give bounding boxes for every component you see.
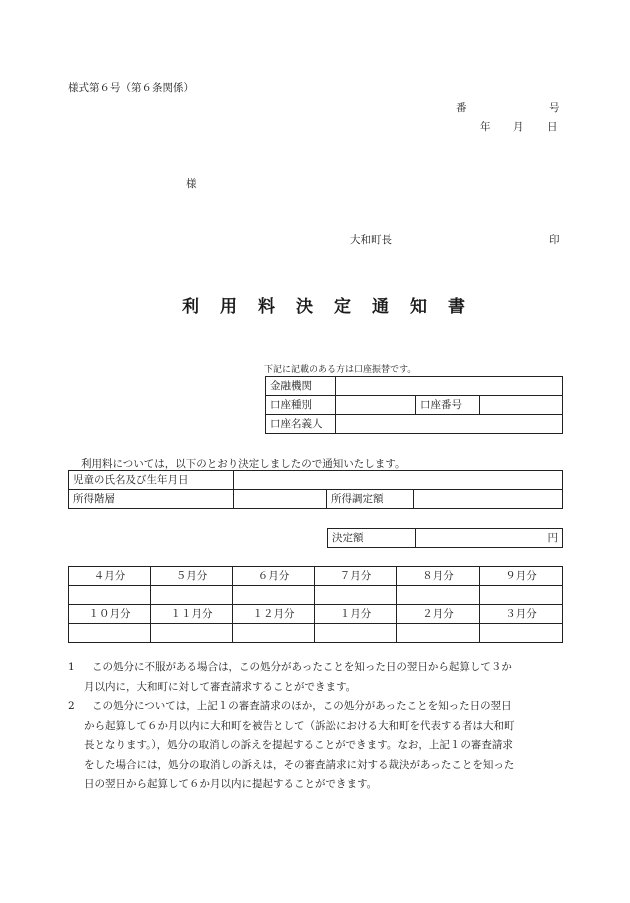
month-label: ２月分 (397, 605, 480, 624)
mayor-name: 大和町長 (350, 234, 392, 246)
account-holder-value (336, 415, 563, 434)
month-value (69, 586, 151, 605)
decision-table (327, 528, 563, 548)
note-line: 長となります。），処分の取消しの訴えを提起することができます。なお，上記１の審査請求 (84, 739, 513, 751)
seal-mark: 印 (549, 234, 560, 246)
income-adjust-label: 所得調定額 (327, 490, 414, 509)
month-value (315, 586, 397, 605)
intro-text: 利用料については，以下のとおり決定しましたので通知いたします。 (81, 458, 406, 470)
account-number-value (480, 396, 563, 415)
income-adjust-value (414, 490, 563, 509)
note-2 (68, 697, 568, 795)
recipient-sama: 様 (186, 178, 197, 190)
month-label: ４月分 (69, 567, 151, 586)
number-go-label: 号 (549, 102, 560, 114)
note-line: 日の翌日から起算して６か月以内に提起することができます。 (84, 778, 378, 790)
child-row-income (69, 490, 563, 509)
note-line: この処分については，上記１の審査請求のほか，この処分があったことを知った日の翌日 (92, 700, 512, 712)
institution-label: 金融機関 (266, 377, 336, 396)
bank-table (265, 376, 563, 434)
months-header-row-1 (69, 567, 563, 586)
month-label: ６月分 (233, 567, 315, 586)
note-line: をした場合には，処分の取消しの訴えは，その審査請求に対する裁決があったことを知った (84, 758, 515, 771)
date-year-label: 年 (480, 121, 491, 133)
income-level-label: 所得階層 (69, 490, 234, 509)
month-value (233, 586, 315, 605)
month-label: ９月分 (480, 567, 563, 586)
income-level-value (234, 490, 327, 509)
month-label: ３月分 (480, 605, 563, 624)
form-number: 様式第６号（第６条関係） (68, 82, 194, 94)
decision-amount-unit: 円 (416, 529, 563, 548)
bank-transfer-note: 下記に記載のある方は口座振替です。 (264, 365, 417, 375)
decision-row (328, 529, 563, 548)
month-label: １月分 (315, 605, 397, 624)
note-line: から起算して６か月以内に大和町を被告として（訴訟における大和町を代表する者は大和町 (84, 719, 515, 732)
month-label: ７月分 (315, 567, 397, 586)
bank-row-holder (266, 415, 563, 434)
child-info-table (68, 470, 563, 509)
month-value (397, 586, 480, 605)
month-label: ５月分 (151, 567, 233, 586)
month-label: １２月分 (233, 605, 315, 624)
child-name-dob-label: 児童の氏名及び生年月日 (69, 471, 234, 490)
month-value (480, 624, 563, 643)
child-name-dob-value (234, 471, 563, 490)
note-line: 月以内に，大和町に対して審査請求することができます。 (84, 680, 357, 693)
month-label: １１月分 (151, 605, 233, 624)
month-label: ８月分 (397, 567, 480, 586)
bank-row-institution (266, 377, 563, 396)
date-month-label: 月 (513, 121, 524, 133)
number-ban-label: 番 (456, 102, 467, 114)
date-day-label: 日 (547, 121, 558, 133)
month-value (315, 624, 397, 643)
note-1 (68, 658, 568, 697)
month-value (69, 624, 151, 643)
notes-section (68, 658, 568, 795)
month-value (397, 624, 480, 643)
decision-label: 決定額 (328, 529, 416, 548)
month-value (480, 586, 563, 605)
note-number: 1 (68, 661, 75, 673)
account-type-label: 口座種別 (266, 396, 336, 415)
account-type-value (336, 396, 416, 415)
month-value (233, 624, 315, 643)
months-value-row-1 (69, 586, 563, 605)
note-number: 2 (68, 700, 75, 712)
child-row-name (69, 471, 563, 490)
month-value (151, 624, 233, 643)
month-label: １０月分 (69, 605, 151, 624)
months-table (68, 566, 563, 643)
account-holder-label: 口座名義人 (266, 415, 336, 434)
note-line: この処分に不服がある場合は，この処分があったことを知った日の翌日から起算して３か (92, 661, 512, 673)
months-header-row-2 (69, 605, 563, 624)
account-number-label: 口座番号 (416, 396, 480, 415)
months-value-row-2 (69, 624, 563, 643)
page-title: 利用料決定通知書 (182, 297, 486, 317)
bank-row-account (266, 396, 563, 415)
institution-value (336, 377, 563, 396)
month-value (151, 586, 233, 605)
